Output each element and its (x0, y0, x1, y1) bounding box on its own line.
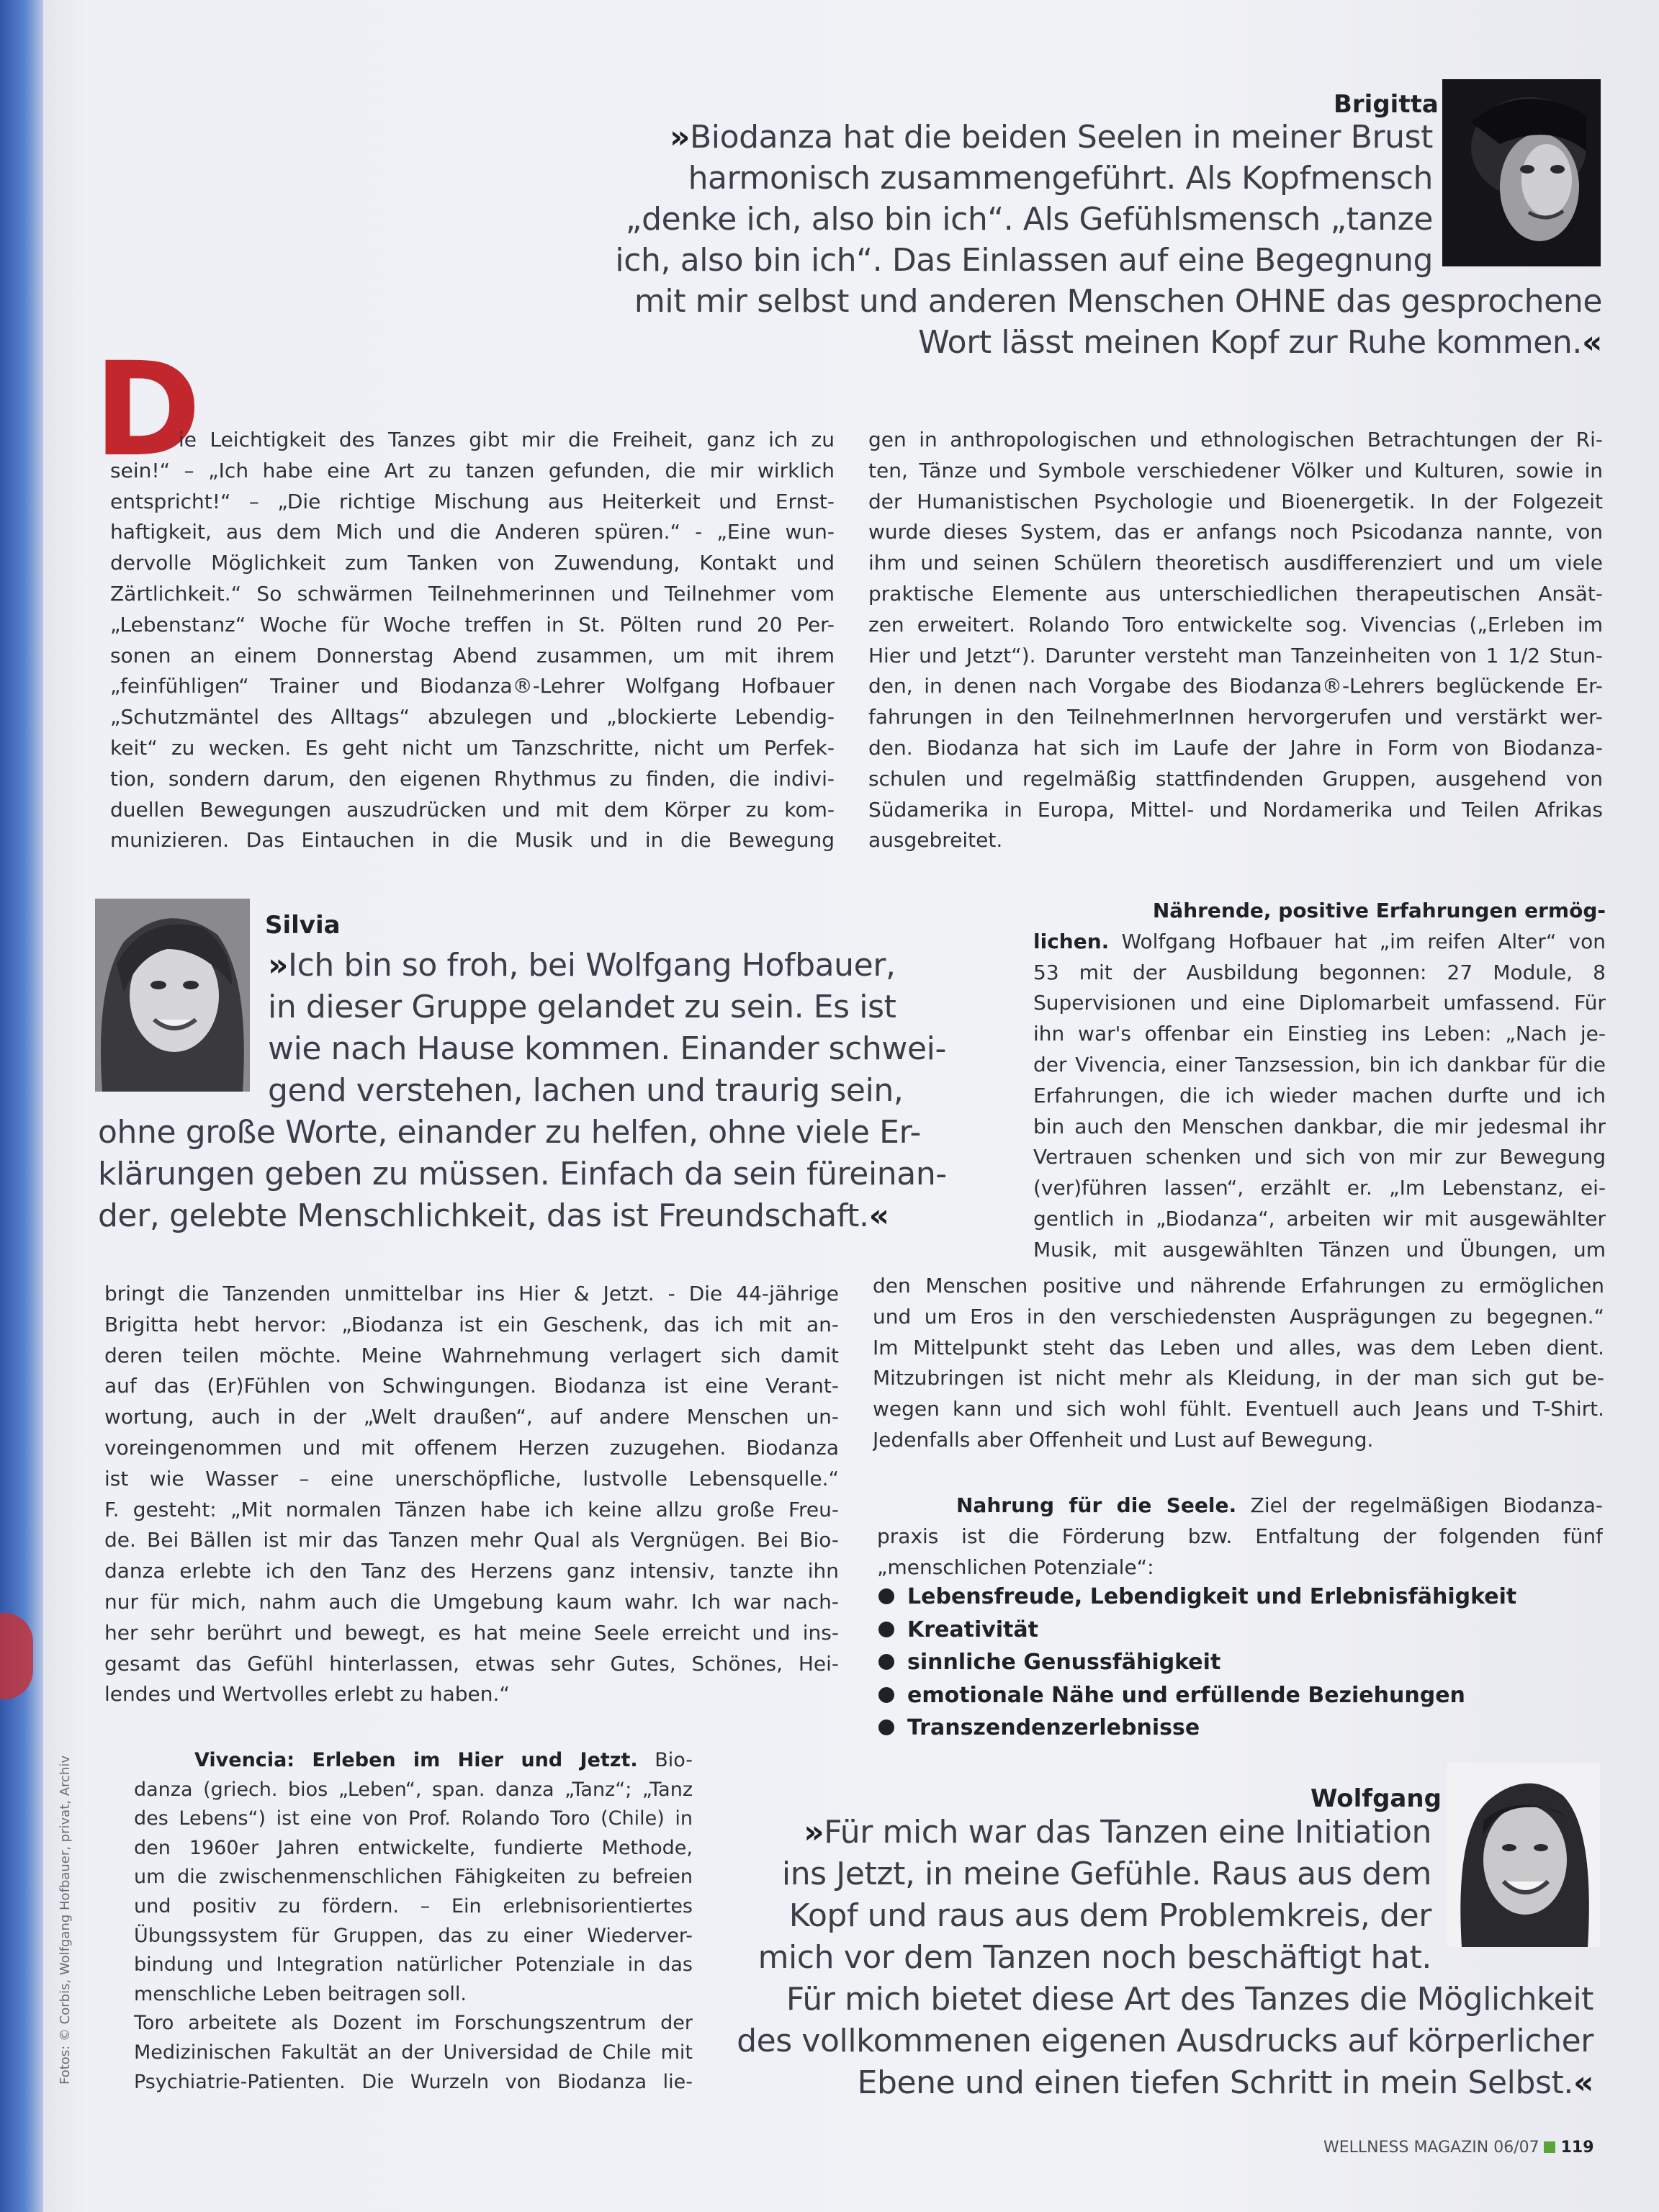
body-line: Medizinischen Fakultät an der Universidad de Chile mit (134, 2041, 693, 2064)
body-line: gentlich in „Biodanza“, arbeiten wir mit ausgewählter (1033, 1206, 1606, 1231)
body-line: Musik, mit ausgewählten Tänzen und Übungen, um (1033, 1237, 1606, 1262)
quote-line: harmonisch zusammengeführt. Als Kopfmensch (688, 160, 1433, 197)
body-line: praxis ist die Förderung bzw. Entfaltung der folgenden fünf (877, 1524, 1603, 1548)
body-line: Übungssystem für Gruppen, das zu einer Wiederver- (134, 1924, 693, 1947)
quote-line: ins Jetzt, in meine Gefühle. Raus aus dem (781, 1856, 1431, 1892)
body-line: den. Biodanza hat sich im Laufe der Jahre in Form von Biodanza- (868, 735, 1603, 760)
quote-line: der, gelebte Menschlichkeit, das ist Freundschaft.« (98, 1197, 889, 1234)
quote-line: »Für mich war das Tanzen eine Initiation (804, 1814, 1431, 1851)
body-line: voreingenommen und mit offenem Herzen zuzugehen. Biodanza (104, 1435, 839, 1460)
body-line: munizieren. Das Eintauchen in die Musik und in die Bewegung (110, 828, 835, 853)
body-line: Hier und Jetzt“). Darunter versteht man Tanzeinheiten von 1 1/2 Stun- (868, 643, 1603, 667)
quote-line: gend verstehen, lachen und traurig sein, (268, 1072, 904, 1109)
body-line: sein!“ – „Ich habe eine Art zu tanzen gefunden, die mir wirklich (110, 458, 835, 482)
quote-line: Für mich bietet diese Art des Tanzes die Möglichkeit (786, 1981, 1593, 2018)
section-heading-naehrende: Nährende, positive Erfahrungen ermög- (1152, 899, 1606, 922)
quote-line: in dieser Gruppe gelandet zu sein. Es ist (268, 989, 896, 1025)
body-line: entspricht!“ – „Die richtige Mischung aus Heiterkeit und Ernst- (110, 489, 835, 513)
quote-line: mit mir selbst und anderen Menschen OHNE das gesprochene (634, 283, 1602, 320)
body-line: den Menschen positive und nährende Erfahrungen zu ermöglichen (873, 1274, 1604, 1298)
quote-close-mark: « (868, 1197, 889, 1234)
body-line: Toro arbeitete als Dozent im Forschungszentrum der (134, 2012, 693, 2035)
body-line: wortung, auch in der „Welt draußen“, auf andere Menschen un- (104, 1405, 839, 1429)
quote-open-mark: » (804, 1814, 824, 1851)
body-line: Zärtlichkeit.“ So schwärmen Teilnehmerinnen und Teilnehmer vom (110, 581, 835, 606)
body-line: keit“ zu wecken. Es geht nicht um Tanzschritte, nicht um Perfek- (110, 735, 835, 760)
article-vivencia (134, 1746, 693, 2097)
list-item: Kreativität (878, 1614, 1516, 1647)
quote-silvia (268, 945, 988, 1112)
body-line: Psychiatrie-Patienten. Die Wurzeln von Biodanza lie- (134, 2070, 693, 2093)
body-line: „menschlichen Potenziale“: (877, 1555, 1154, 1579)
body-line: fahrungen in den TeilnehmerInnen hervorgerufen und verstärkt wer- (868, 705, 1603, 729)
body-line: Supervisionen und eine Diplomarbeit umfassend. Für (1033, 991, 1606, 1015)
body-line: „feinfühligen“ Trainer und Biodanza®-Lehrer Wolfgang Hofbauer (110, 674, 835, 698)
body-line: bin auch den Menschen dankbar, die mir jedesmal ihr (1033, 1114, 1606, 1138)
body-line: ausgebreitet. (868, 828, 1003, 853)
body-line: lendes und Wertvolles erlebt zu haben.“ (104, 1682, 510, 1707)
drop-cap: D (94, 335, 202, 485)
quote-brigitta (547, 117, 1433, 281)
potenziale-list (878, 1581, 1516, 1745)
adjacent-page-edge (0, 1613, 33, 1699)
magazine-issue: WELLNESS MAGAZIN 06/07 (1323, 2139, 1539, 2157)
body-line: 53 mit der Ausbildung begonnen: 27 Module, 8 (1033, 960, 1606, 984)
bullet-icon (878, 1687, 894, 1703)
article-col1-top (110, 425, 835, 856)
body-line: (ver)führen lassen“, erzählt er. „Im Lebenstanz, ei- (1033, 1176, 1606, 1200)
body-line: wegen kann und sich wohl fühlt. Eventuell auch Jeans und T-Shirt. (873, 1397, 1604, 1421)
quote-line: „denke ich, also bin ich“. Als Gefühlsmensch „tanze (625, 201, 1433, 238)
body-line: her sehr berührt und bewegt, es hat meine Seele erreicht und ins- (104, 1620, 839, 1645)
quote-line: wie nach Hause kommen. Einander schwei- (268, 1030, 946, 1067)
body-line: haftigkeit, aus dem Mich und die Anderen spüren.“ - „Eine wun- (110, 520, 835, 544)
quote-brigitta-continued (504, 281, 1602, 363)
bullet-icon (878, 1719, 894, 1735)
body-line: um die zwischenmenschlichen Fähigkeiten zu befreien (134, 1866, 693, 1889)
quote-line: ohne große Worte, einander zu helfen, ohne viele Er- (98, 1114, 921, 1151)
body-line: „Lebenstanz“ Woche für Woche treffen in St. Pölten rund 20 Per- (110, 612, 835, 637)
body-line: bindung und Integration natürlicher Potenziale in das (134, 1954, 693, 1977)
bullet-icon (878, 1588, 894, 1604)
quote-name-wolfgang: Wolfgang (1310, 1784, 1442, 1813)
quote-line: Wort lässt meinen Kopf zur Ruhe kommen.« (918, 324, 1602, 361)
quote-open-mark: » (669, 119, 690, 156)
photo-brigitta (1442, 79, 1601, 266)
quote-line: mich vor dem Tanzen noch beschäftigt hat. (757, 1939, 1431, 1976)
quote-name-brigitta: Brigitta (1334, 90, 1439, 119)
body-line: des Lebens“) ist eine von Prof. Rolando Toro (Chile) in (134, 1807, 693, 1830)
body-line: ist wie Wasser – eine unerschöpfliche, lustvolle Lebensquelle.“ (104, 1466, 839, 1491)
body-line: sonen an einem Donnerstag Abend zusammen, um mit ihrem (110, 643, 835, 667)
body-line: tion, sondern darum, den eigenen Rhythmus zu finden, die indivi- (110, 766, 835, 791)
body-line: menschliche Leben beitragen soll. (134, 1982, 467, 2005)
page-footer (1323, 2139, 1594, 2157)
body-line: Brigitta hebt hervor: „Biodanza ist ein Geschenk, das ich mit an- (104, 1312, 839, 1336)
body-line: gen in anthropologischen und ethnologischen Betrachtungen der Ri- (868, 428, 1603, 451)
body-line: Nahrung für die Seele. Ziel der regelmäßigen Biodanza- (956, 1493, 1603, 1517)
body-line: de. Bei Bällen ist mir das Tanzen mehr Qual als Vergnügen. Bei Bio- (104, 1528, 839, 1552)
list-item: Transzendenzerlebnisse (878, 1712, 1516, 1745)
body-line: Erfahrungen, die ich wieder machen durfte und ich (1033, 1083, 1606, 1107)
body-line: Vertrauen schenken und sich von mir zur Bewegung (1033, 1145, 1606, 1169)
body-line: auf das (Er)Fühlen von Schwingungen. Biodanza ist eine Verant- (104, 1374, 839, 1398)
body-line: danza erlebte ich den Tanz des Herzens ganz intensiv, tanzte ihn (104, 1559, 839, 1583)
body-line: ihm und seinen Schülern theoretisch ausdifferenziert und um viele (868, 551, 1603, 575)
quote-line: ich, also bin ich“. Das Einlassen auf eine Begegnung (615, 242, 1433, 279)
article-col1-low (104, 1279, 839, 1710)
photo-wolfgang (1447, 1763, 1600, 1947)
quote-silvia-continued (98, 1112, 998, 1237)
body-line: deren teilen möchte. Meine Wahrnehmung verlagert sich damit (104, 1343, 839, 1367)
article-seele (877, 1491, 1603, 1583)
body-line: danza (griech. bios „Leben“, span. danza „Tanz“; „Tanz (134, 1778, 693, 1801)
photo-silvia (95, 899, 250, 1092)
body-line: Mitzubringen ist nicht mehr als Kleidung, in der man sich gut be- (873, 1366, 1604, 1390)
body-line: Jedenfalls aber Offenheit und Lust auf Bewegung. (873, 1427, 1374, 1452)
body-line: Im Mittelpunkt steht das Leben und alles, was dem Leben dient. (873, 1335, 1604, 1359)
body-line: zen erweitert. Rolando Toro entwickelte sog. Vivencias („Erleben im (868, 612, 1603, 637)
body-line: und um Eros in den verschiedensten Ausprägungen zu begegnen.“ (873, 1304, 1604, 1328)
article-col2-low (873, 1271, 1604, 1456)
body-line: bringt die Tanzenden unmittelbar ins Hier & Jetzt. - Die 44-jährige (104, 1282, 839, 1305)
bullet-icon (878, 1622, 894, 1637)
body-line: duellen Bewegungen auszudrücken und mit dem Körper zu kom- (110, 797, 835, 822)
body-line: ihn war's offenbar ein Einstieg ins Leben: „Nach je- (1033, 1022, 1606, 1046)
body-line: Südamerika in Europa, Mittel- und Nordamerika und Teilen Afrikas (868, 797, 1603, 822)
page-number: 119 (1560, 2139, 1594, 2157)
article-col2-top (868, 425, 1603, 856)
quote-line: klärungen geben zu müssen. Einfach da sein füreinan- (98, 1156, 947, 1192)
article-col2-mid (1033, 896, 1606, 1266)
quote-line: »Biodanza hat die beiden Seelen in meiner Brust (669, 119, 1433, 156)
quote-line: Kopf und raus aus dem Problemkreis, der (788, 1897, 1431, 1934)
quote-wolfgang (677, 1812, 1431, 1979)
quote-wolfgang-continued (709, 1979, 1593, 2104)
body-line: wurde dieses System, das er anfangs noch Psicodanza nannte, von (868, 520, 1603, 544)
body-line: schulen und regelmäßig stattfindenden Gruppen, ausgehend von (868, 766, 1603, 791)
bullet-icon (878, 1654, 894, 1670)
body-line: der Vivencia, einer Tanzsession, bin ich dankbar für die (1033, 1052, 1606, 1076)
magazine-spine (0, 0, 43, 2212)
body-line: den, in denen nach Vorgabe des Biodanza®-Lehrers beglückende Er- (868, 674, 1603, 698)
quote-line: Ebene und einen tiefen Schritt in mein Selbst.« (857, 2064, 1593, 2101)
body-line: gesamt das Gefühl hinterlassen, etwas sehr Gutes, Schönes, Hei- (104, 1651, 839, 1676)
list-item: sinnliche Genussfähigkeit (878, 1646, 1516, 1679)
body-line: ten, Tänze und Symbole verschiedener Völker und Kulturen, sowie in (868, 458, 1603, 482)
body-line: der Humanistischen Psychologie und Bioenergetik. In der Folgezeit (868, 489, 1603, 513)
photo-credit: Fotos: © Corbis, Wolfgang Hofbauer, privat, Archiv (58, 1755, 73, 2085)
list-item: emotionale Nähe und erfüllende Beziehungen (878, 1679, 1516, 1712)
body-line: nur für mich, nahm auch die Umgebung kaum wahr. Ich war nach- (104, 1589, 839, 1614)
body-line: und positiv zu fördern. – Ein erlebnisorientiertes (134, 1894, 693, 1917)
green-square-icon (1544, 2141, 1555, 2153)
body-line: praktische Elemente aus unterschiedlichen therapeutischen Ansät- (868, 581, 1603, 606)
quote-line: »Ich bin so froh, bei Wolfgang Hofbauer, (268, 947, 896, 984)
body-line: Vivencia: Erleben im Hier und Jetzt. Bio- (194, 1749, 693, 1771)
body-line: „Schutzmäntel des Alltags“ abzulegen und „blockierte Lebendig- (110, 705, 835, 729)
body-line: F. gesteht: „Mit normalen Tänzen habe ich keine allzu große Freu- (104, 1497, 839, 1521)
list-item: Lebensfreude, Lebendigkeit und Erlebnisfähigkeit (878, 1581, 1516, 1614)
quote-close-mark: « (1581, 324, 1602, 361)
quote-line: des vollkommenen eigenen Ausdrucks auf körperlicher (737, 2023, 1593, 2059)
quote-open-mark: » (268, 947, 289, 984)
body-line: dervolle Möglichkeit zum Tanken von Zuwendung, Kontakt und (110, 551, 835, 575)
body-line: den 1960er Jahren entwickelte, fundierte Methode, (134, 1836, 693, 1859)
body-line: lichen. Wolfgang Hofbauer hat „im reifen Alter“ von (1033, 929, 1606, 953)
quote-close-mark: « (1573, 2064, 1593, 2101)
body-line: ie Leichtigkeit des Tanzes gibt mir die Freiheit, ganz ich zu (179, 428, 835, 451)
quote-name-silvia: Silvia (265, 911, 341, 940)
